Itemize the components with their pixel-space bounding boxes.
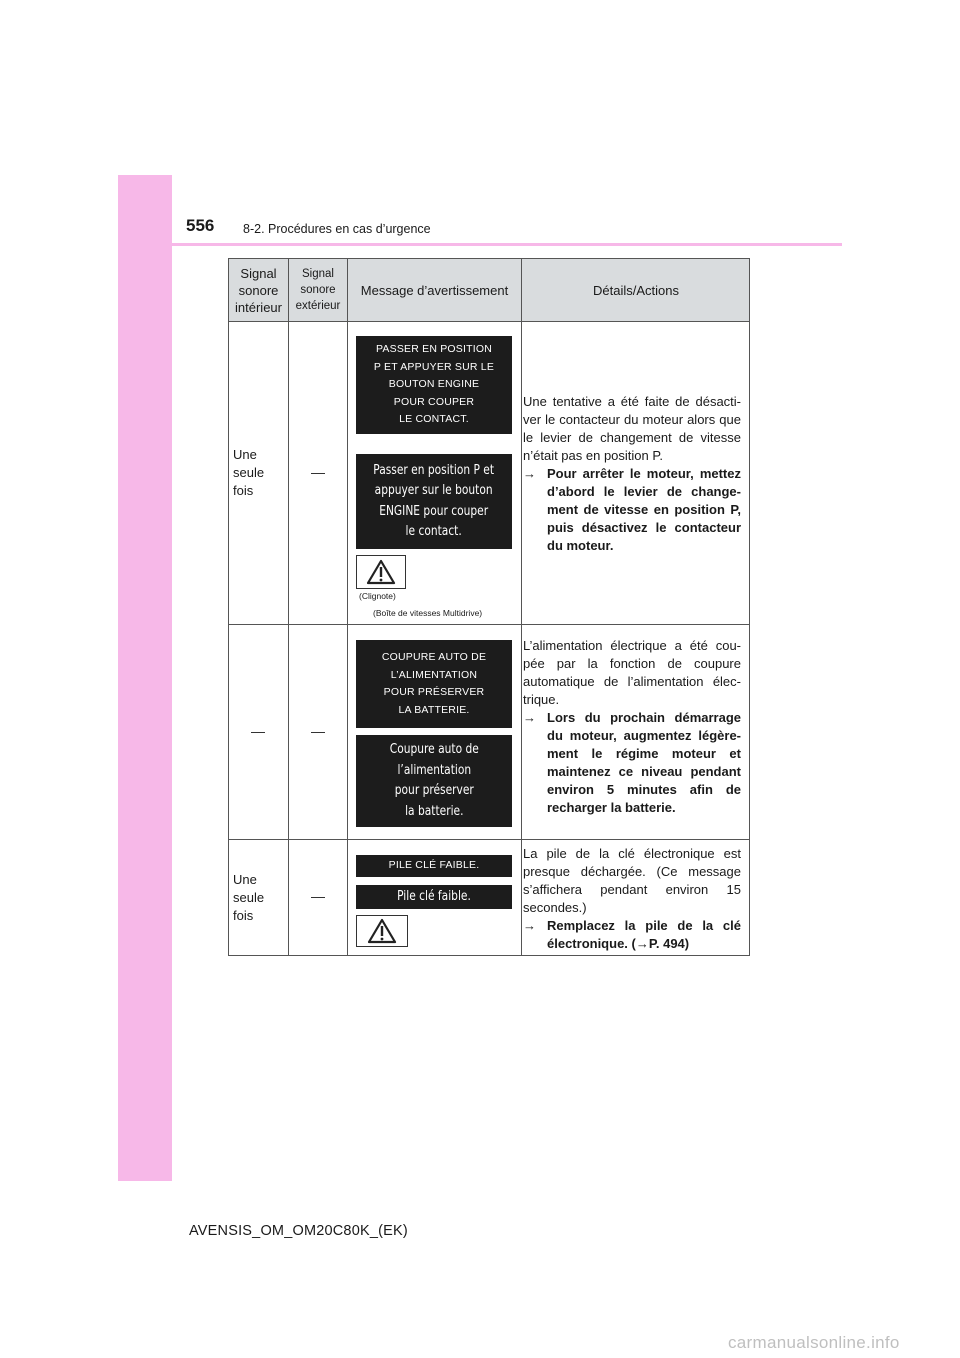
header-message: Message d’avertissement — [360, 282, 509, 298]
row1-details — [523, 393, 741, 555]
warning-triangle-icon — [356, 555, 406, 589]
arrow-icon: → — [523, 710, 536, 725]
row1-blink-note: (Clignote) — [359, 591, 396, 601]
row3-exterior-dash — [311, 897, 325, 898]
row1-interior-signal: Une seule fois — [233, 447, 265, 498]
section-title: 8-2. Procédures en cas d’urgence — [243, 222, 431, 236]
row2-interior-dash — [251, 732, 265, 733]
row2-details-text: L’alimentation électrique a été cou-pée par la fonction de coupure automatique de l’alimentation élec-trique. — [523, 638, 741, 707]
row3-details — [523, 845, 741, 953]
row1-transmission-note: (Boîte de vitesses Multidrive) — [373, 608, 483, 618]
header-interior-signal: Signal sonore intérieur — [235, 265, 282, 315]
row1-message-caps: PASSER EN POSITION P ET APPUYER SUR LE BOUTON ENGINE POUR COUPER LE CONTACT. — [356, 336, 512, 434]
row3-message-display-text: Pile clé faible. — [397, 888, 471, 904]
page-number: 556 — [186, 216, 215, 235]
row2-action-text: Lors du prochain démarrage du moteur, augmentez légère-ment le régime moteur et maintenez ce niveau pendant environ 5 minutes afin de recharger la batterie. — [547, 710, 741, 815]
page-reference-link[interactable]: P. 494 — [648, 936, 685, 951]
row2-message-caps: COUPURE AUTO DE L’ALIMENTATION POUR PRÉSERVER LA BATTERIE. — [356, 640, 512, 728]
row3-action — [523, 917, 741, 953]
row2-message-display-text: Coupure auto de l’alimentation pour préserver la batterie. — [389, 742, 479, 819]
page-ref-arrow-icon: → — [635, 936, 649, 951]
warning-message-table — [228, 258, 750, 956]
row3-ref-open: ( — [627, 936, 636, 951]
row-divider — [229, 321, 749, 322]
warning-triangle-icon — [356, 915, 408, 947]
document-code: AVENSIS_OM_OM20C80K_(EK) — [189, 1223, 408, 1239]
row1-message-display-text: Passer en position P et appuyer sur le bouton ENGINE pour couper le contact. — [373, 462, 495, 539]
header-details: Détails/Actions — [593, 282, 679, 298]
row-divider — [229, 624, 749, 625]
watermark: carmanualsonline.info — [728, 1333, 900, 1352]
row3-message-caps: PILE CLÉ FAIBLE. — [356, 855, 512, 877]
row1-action-text: Pour arrêter le moteur, mettez d’abord le levier de change-ment de vitesse en position P, puis désactivez le contacteur du moteur. — [547, 466, 741, 553]
row3-action-text: Remplacez la pile de la clé électronique. — [547, 918, 741, 951]
side-tab-band — [118, 175, 172, 1181]
row1-exterior-dash — [311, 473, 325, 474]
row1-details-text: Une tentative a été faite de désacti-ver le contacteur du moteur alors que le levier de changement de vitesse n’était pas en position P. — [523, 394, 741, 463]
row3-message-display — [356, 885, 512, 909]
arrow-icon: → — [523, 466, 536, 481]
row-divider — [229, 839, 749, 840]
row2-details — [523, 637, 741, 817]
row3-details-text: La pile de la clé électronique est presque déchargée. (Ce message s’affichera pendant environ 15 secondes.) — [523, 846, 741, 915]
row2-message-display — [356, 735, 512, 827]
row1-action — [523, 465, 741, 555]
column-divider — [521, 259, 522, 955]
column-divider — [347, 259, 348, 955]
header-rule — [118, 243, 842, 246]
row1-message-display — [356, 454, 512, 549]
column-divider — [288, 259, 289, 955]
row3-ref-close: ) — [684, 936, 690, 951]
row3-interior-signal: Une seule fois — [233, 872, 265, 923]
row2-exterior-dash — [311, 732, 325, 733]
header-exterior-signal: Signal sonore extérieur — [295, 268, 341, 312]
arrow-icon: → — [523, 918, 536, 933]
row2-action — [523, 709, 741, 817]
